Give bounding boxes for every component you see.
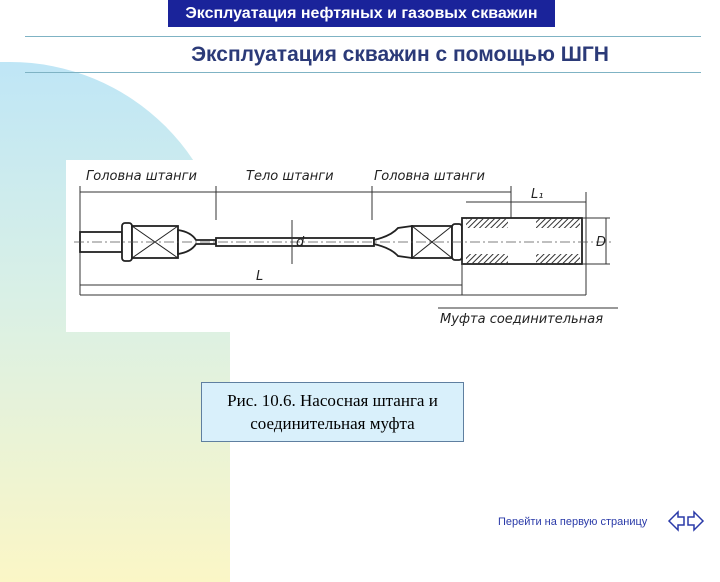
label-dim-L1: L₁: [531, 187, 544, 202]
next-arrow-icon[interactable]: [688, 512, 703, 530]
label-rod-body: Тело штанги: [246, 169, 334, 184]
label-dim-d: d: [296, 235, 305, 250]
divider-top: [25, 36, 701, 37]
label-dim-D: D: [596, 235, 607, 250]
caption-line-2: соединительная муфта: [250, 414, 415, 433]
sucker-rod-drawing: [66, 160, 632, 332]
figure-caption: [201, 382, 464, 442]
label-dim-L: L: [256, 269, 264, 284]
header-title: Эксплуатация нефтяных и газовых скважин: [185, 4, 538, 22]
label-rod-head-left: Головна штанги: [86, 169, 197, 184]
label-coupling: Муфта соединительная: [440, 312, 604, 327]
slide-title: Эксплуатация скважин с помощью ШГН: [191, 43, 609, 66]
divider-bottom: [25, 72, 701, 73]
header-bar: [168, 0, 555, 27]
prev-arrow-icon[interactable]: [669, 512, 684, 530]
caption-line-1: Рис. 10.6. Насосная штанга и: [227, 391, 438, 410]
label-rod-head-right: Головна штанги: [374, 169, 485, 184]
nav-arrows: [667, 509, 705, 538]
first-page-link[interactable]: Перейти на первую страницу: [498, 516, 648, 528]
